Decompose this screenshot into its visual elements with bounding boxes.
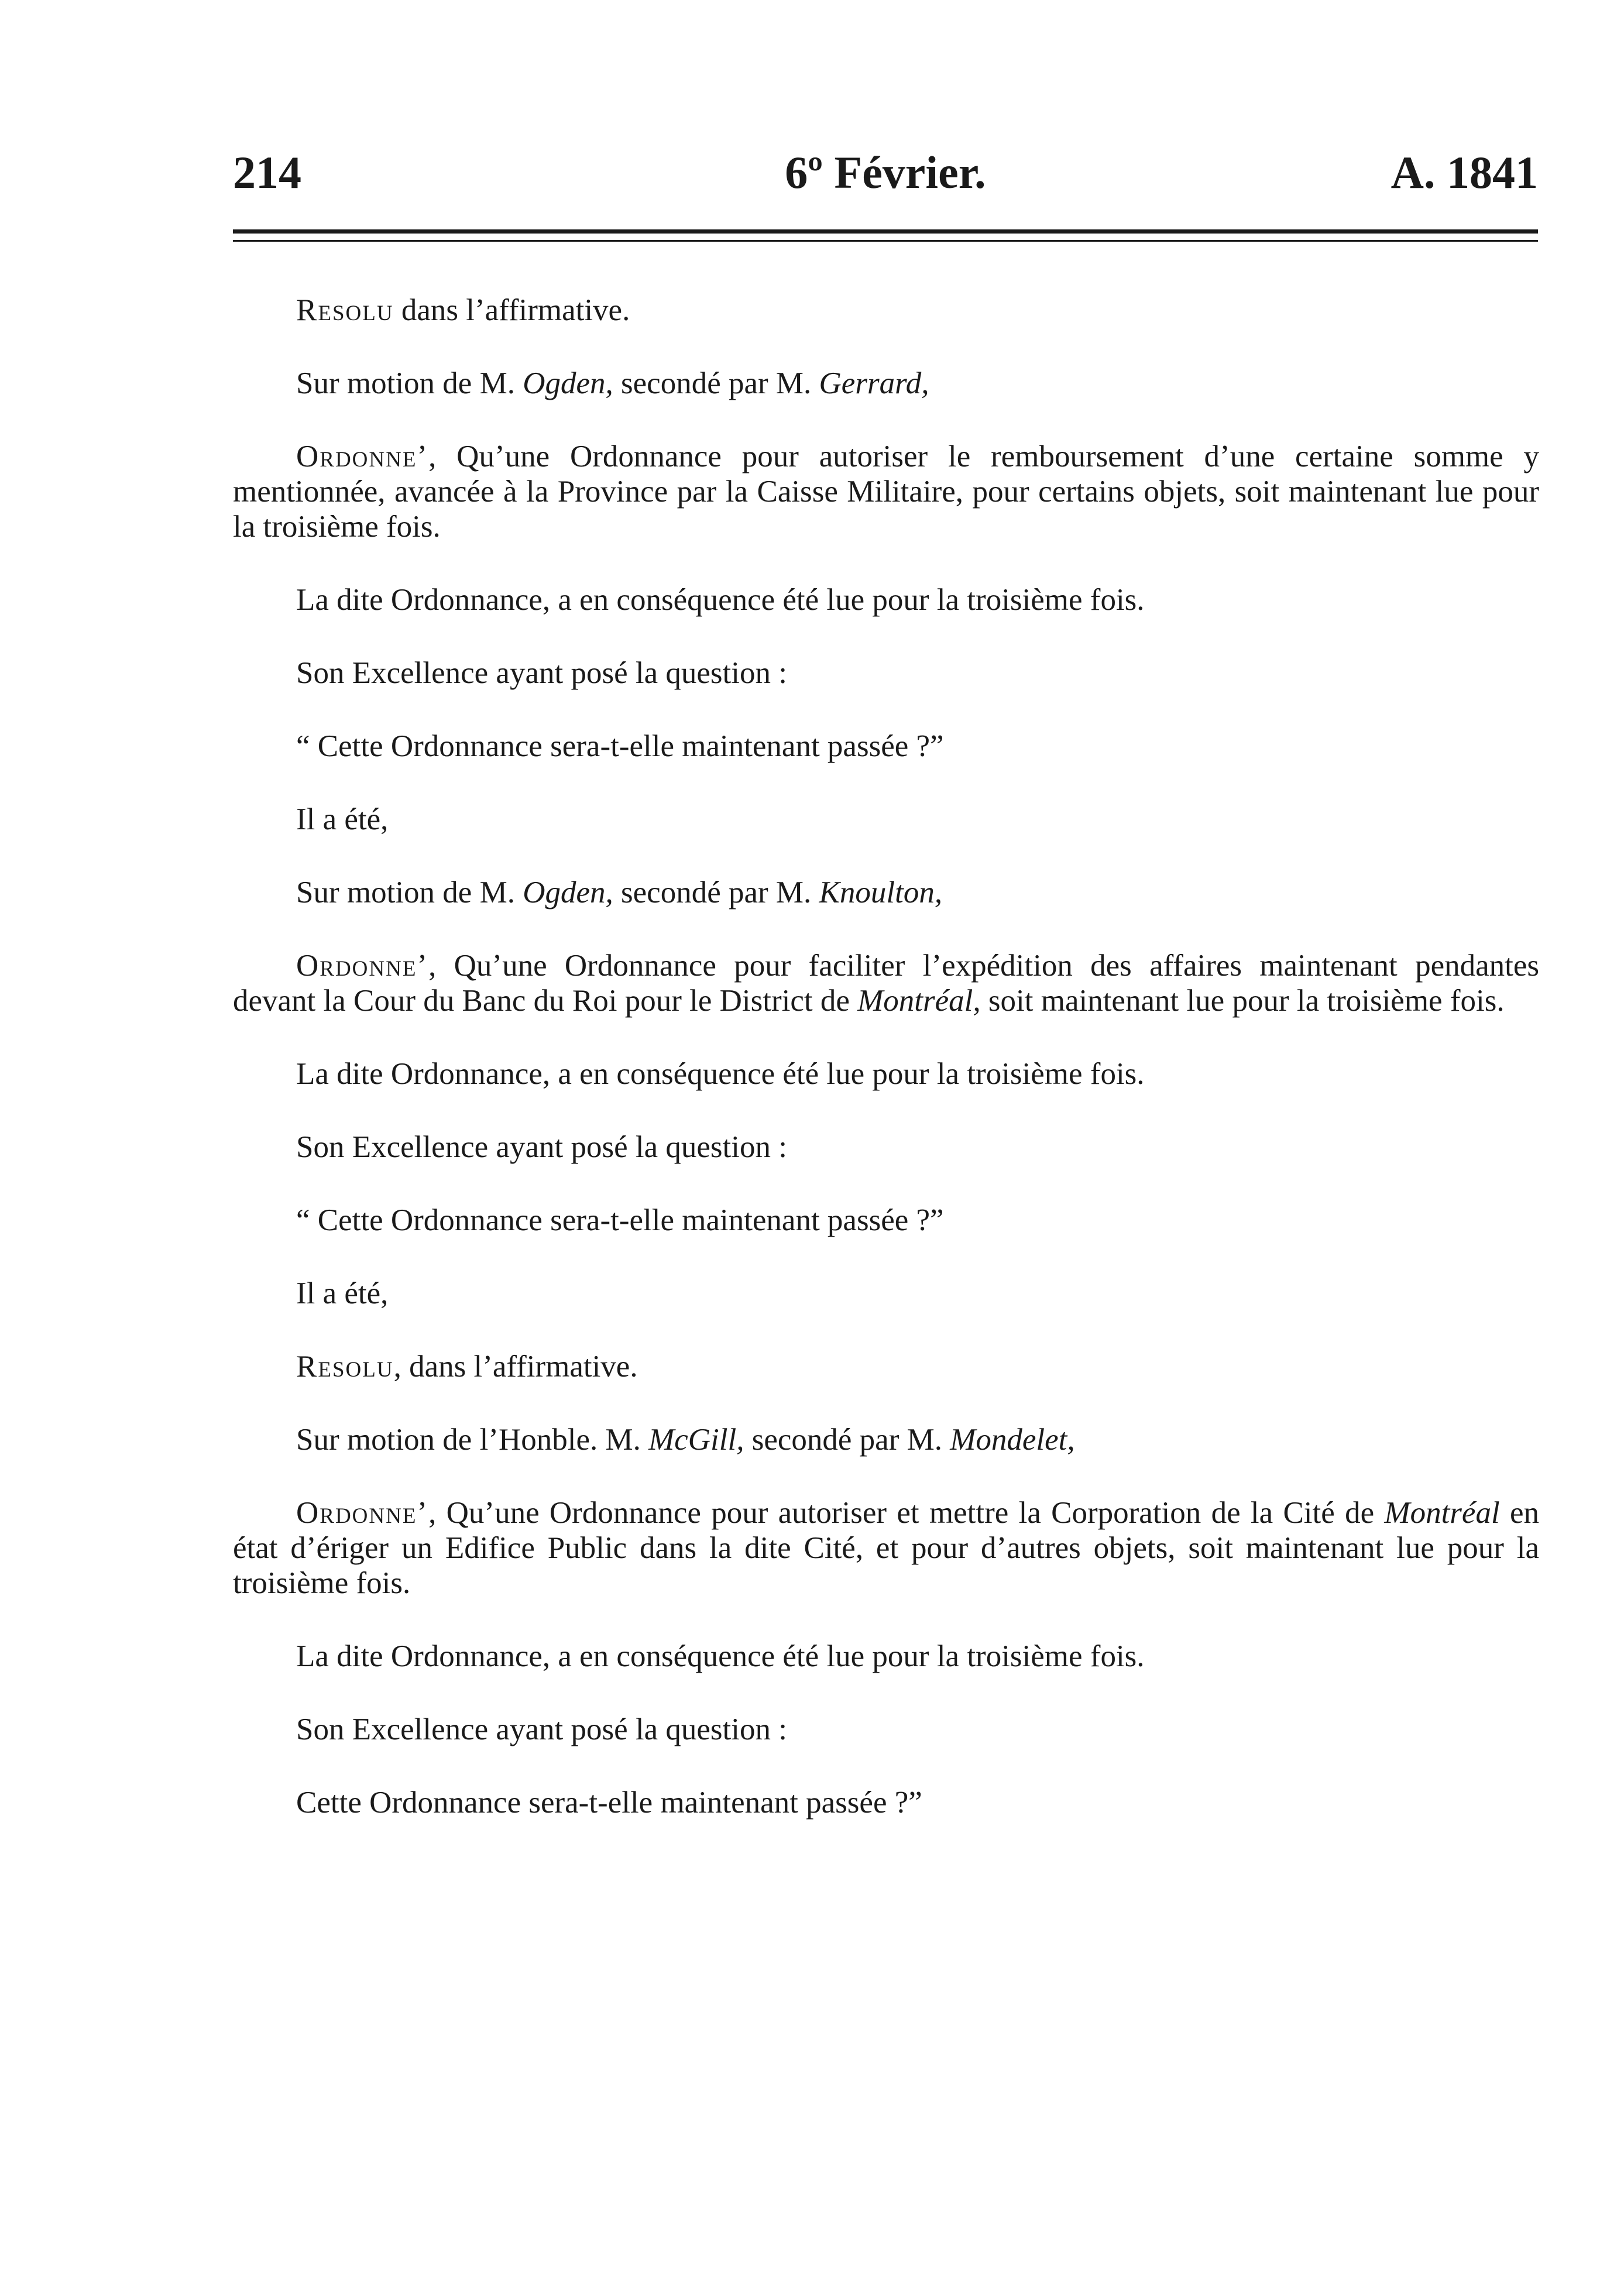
result-line: Il a été, [296, 802, 389, 836]
ordonne-label: Ordonne’ [296, 949, 429, 983]
question-line: Son Excellence ayant posé la question : [296, 656, 787, 690]
motion-line: Sur motion de l’Honble. M. McGill, secondé par M. Mondelet, [296, 1423, 1075, 1457]
motion-line: Sur motion de M. Ogden, secondé par M. Gerrard, [296, 366, 929, 400]
order-paragraph: Ordonne’, Qu’une Ordonnance pour faciliter l’expédition des affaires maintenant pendantes devant la Cour du Banc du Roi pour le District de Montréal, soit maintenant lue pour la troisième fois. [233, 949, 1539, 1018]
question-quote: “ Cette Ordonnance sera-t-elle maintenant passée ?” [296, 729, 944, 763]
order-paragraph: Ordonne’, Qu’une Ordonnance pour autoriser le remboursement d’une certaine somme y mentionnée, avancée à la Province par la Caisse Militaire, pour certains objets, soit maintenant lue pour la troisième fois. [233, 440, 1539, 544]
place-name: Montréal, [857, 984, 981, 1018]
seconder-name: Gerrard, [819, 366, 929, 400]
page-number: 214 [233, 147, 301, 198]
header-year: A. 1841 [1390, 147, 1538, 198]
journal-text [233, 293, 1539, 1858]
ordonne-label: Ordonne’ [296, 1496, 429, 1530]
question-quote: Cette Ordonnance sera-t-elle maintenant passée ?” [296, 1786, 922, 1820]
header-date: 6º Février. [785, 147, 986, 198]
mover-name: Ogden, [523, 366, 613, 400]
question-quote: “ Cette Ordonnance sera-t-elle maintenant passée ?” [296, 1203, 944, 1237]
reading-line: La dite Ordonnance, a en conséquence été lue pour la troisième fois. [296, 1639, 1145, 1673]
order-paragraph: Ordonne’, Qu’une Ordonnance pour autoriser et mettre la Corporation de la Cité de Montréal en état d’ériger un Edifice Public dans la dite Cité, et pour d’autres objets, soit maintenant lue pour la troisième fois. [233, 1496, 1539, 1600]
header-rule-thin [233, 240, 1538, 242]
resolution-line: Resolu, dans l’affirmative. [296, 1350, 638, 1384]
motion-line: Sur motion de M. Ogden, secondé par M. Knoulton, [296, 876, 943, 909]
resolu-label: Resolu [296, 293, 394, 327]
header-rule-thick [233, 229, 1538, 234]
page-header [233, 146, 1538, 217]
question-line: Son Excellence ayant posé la question : [296, 1712, 787, 1746]
seconder-name: Knoulton, [819, 876, 943, 909]
resolution-line: Resolu dans l’affirmative. [296, 293, 630, 327]
seconder-name: Mondelet, [950, 1423, 1075, 1457]
reading-line: La dite Ordonnance, a en conséquence été lue pour la troisième fois. [296, 583, 1145, 617]
mover-name: Ogden, [523, 876, 613, 909]
mover-name: McGill, [648, 1423, 744, 1457]
question-line: Son Excellence ayant posé la question : [296, 1130, 787, 1164]
resolu-label: Resolu [296, 1350, 394, 1384]
result-line: Il a été, [296, 1276, 389, 1310]
ordonne-label: Ordonne’ [296, 440, 429, 473]
reading-line: La dite Ordonnance, a en conséquence été lue pour la troisième fois. [296, 1057, 1145, 1091]
place-name: Montréal [1384, 1496, 1500, 1530]
